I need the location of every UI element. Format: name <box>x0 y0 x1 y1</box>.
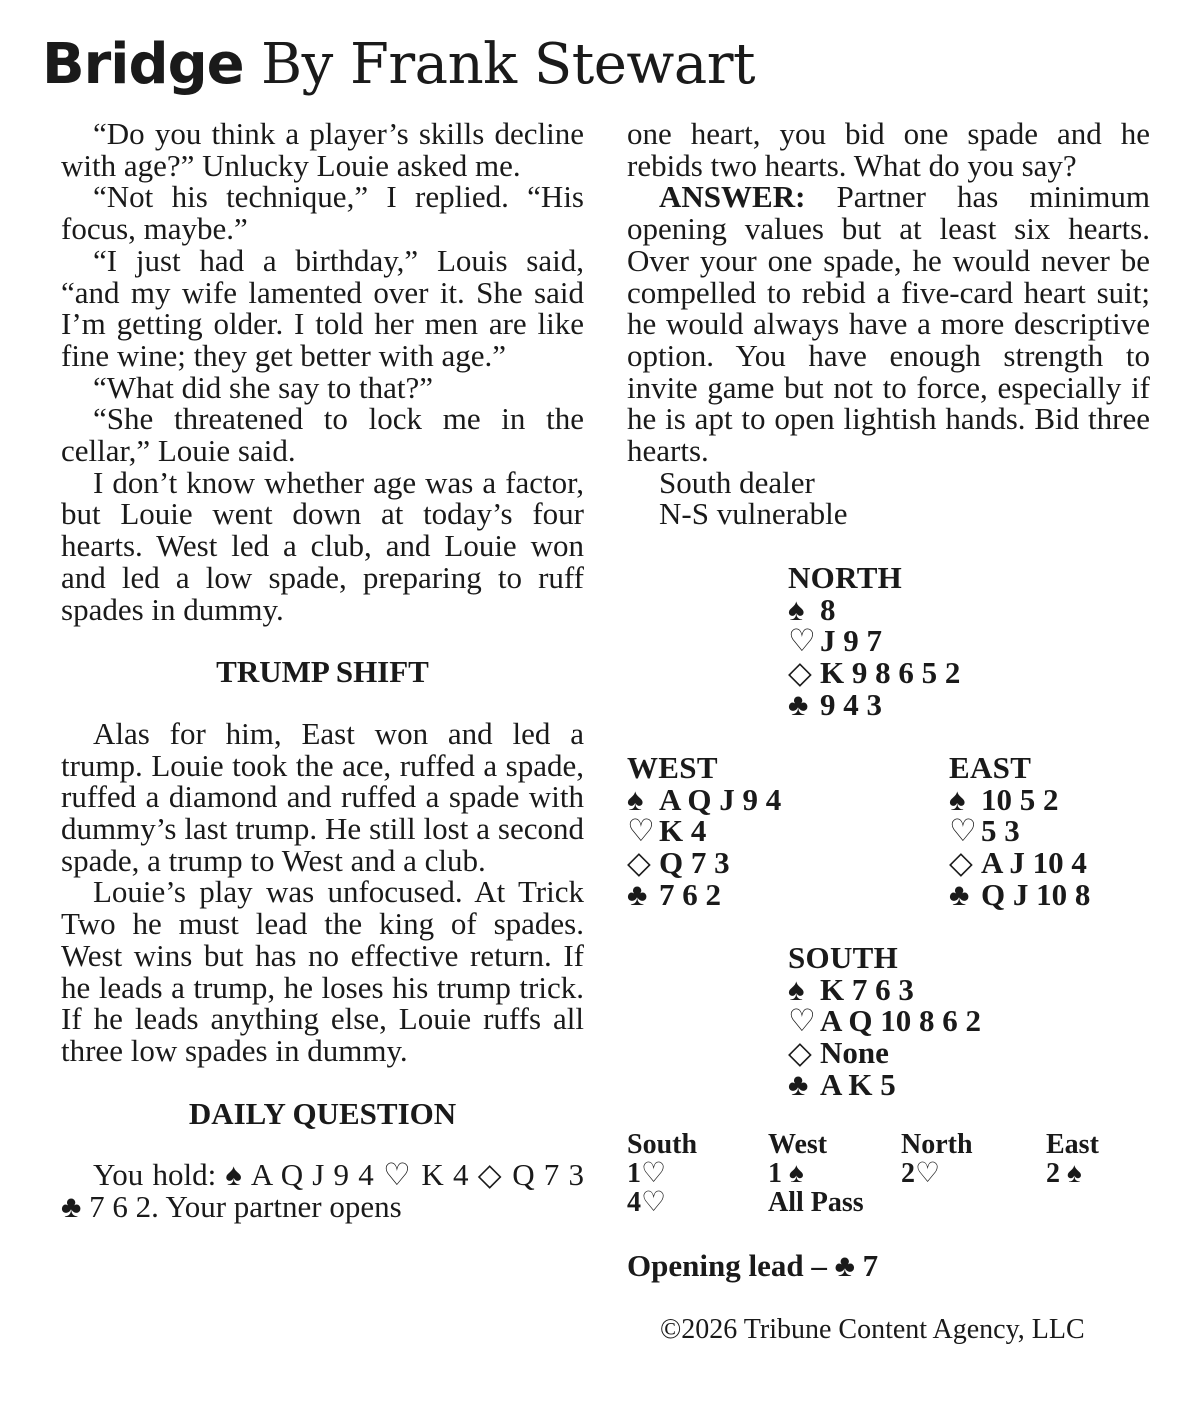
title-byline: By Frank Stewart <box>260 32 755 97</box>
south-hearts: A Q 10 8 6 2 <box>820 1003 982 1039</box>
paragraph: “Do you think a player’s skills decline with age?” Unlucky Louie asked me. <box>61 116 584 183</box>
section-heading-daily-question: DAILY QUESTION <box>188 1095 457 1131</box>
bid-cell: 1♡ <box>627 1158 667 1189</box>
paragraph: “What did she say to that?” <box>93 369 434 405</box>
left-column <box>61 118 584 1223</box>
dealer-line: South dealer <box>659 464 815 500</box>
paragraph: “I just had a birthday,” Louis said, “and my wife lamented over it. She said I’m getting older. I told her men are like fine wine; they get better with age.” <box>61 242 584 373</box>
answer-paragraph <box>627 179 1150 469</box>
bid-cell: 2♡ <box>901 1158 941 1189</box>
spade-icon: ♠ <box>627 781 644 817</box>
opening-lead: Opening lead – ♣ 7 <box>627 1248 879 1283</box>
heart-icon: ♡ <box>788 1003 816 1039</box>
spade-icon: ♠ <box>788 591 805 627</box>
west-label: WEST <box>627 750 718 785</box>
west-clubs: 7 6 2 <box>659 876 721 912</box>
bidding-column-south <box>627 1130 697 1217</box>
west-diamonds: Q 7 3 <box>659 845 730 881</box>
east-hearts: 5 3 <box>981 813 1020 849</box>
copyright-notice: ©2026 Tribune Content Agency, LLC <box>660 1314 1085 1345</box>
diamond-icon: ◇ <box>788 655 812 691</box>
section-heading-trump-shift: TRUMP SHIFT <box>216 654 429 690</box>
right-column <box>627 118 1150 530</box>
south-label: SOUTH <box>788 940 899 975</box>
spade-icon: ♠ <box>788 971 805 1007</box>
answer-label: ANSWER: <box>659 179 806 215</box>
club-icon: ♣ <box>788 686 809 722</box>
daily-question-text: You hold: ♠ A Q J 9 4 ♡ K 4 ◇ Q 7 3 ♣ 7 6 2. Your partner opens <box>61 1157 584 1225</box>
bid-cell: All Pass <box>768 1187 864 1218</box>
bid-cell: 1 ♠ <box>768 1158 804 1189</box>
bidding-column-north <box>901 1130 973 1188</box>
bidding-column-east <box>1046 1130 1099 1188</box>
east-diamonds: A J 10 4 <box>981 845 1087 881</box>
heart-icon: ♡ <box>949 813 977 849</box>
column-title <box>42 30 755 100</box>
bid-header: East <box>1046 1129 1099 1160</box>
spade-icon: ♠ <box>949 781 966 817</box>
daily-question-continuation: one heart, you bid one spade and he rebids two hearts. What do you say? <box>627 116 1150 183</box>
club-icon: ♣ <box>788 1066 809 1102</box>
south-diamonds: None <box>820 1035 889 1071</box>
club-icon: ♣ <box>949 876 970 912</box>
east-hand <box>949 752 1090 911</box>
east-label: EAST <box>949 750 1032 785</box>
north-label: NORTH <box>788 560 903 595</box>
south-clubs: A K 5 <box>820 1066 896 1102</box>
heart-icon: ♡ <box>627 813 655 849</box>
south-hand <box>788 942 981 1101</box>
vulnerability-line: N-S vulnerable <box>659 496 848 532</box>
diamond-icon: ◇ <box>949 845 973 881</box>
paragraph: I don’t know whether age was a factor, but Louie went down at today’s four hearts. West led a club, and Louie won and led a low spade, preparing to ruff spades in dummy. <box>61 464 584 627</box>
bid-header: West <box>768 1129 828 1160</box>
heart-icon: ♡ <box>788 623 816 659</box>
answer-text: Partner has minimum opening values but at least six hearts. Over your one spade, he would never be compelled to rebid a five-card heart suit; he would always have a more descriptive option. You have enough strength to invite game but not to force, especially if he is apt to open lightish hands. Bid three hearts. <box>627 179 1150 469</box>
west-hand <box>627 752 781 911</box>
paragraph: Alas for him, East won and led a trump. Louie took the ace, ruffed a spade, ruffed a diamond and ruffed a spade with dummy’s last trump. He still lost a second spade, a trump to West and a club. <box>61 715 584 878</box>
east-spades: 10 5 2 <box>981 781 1059 817</box>
paragraph: “She threatened to lock me in the cellar,” Louie said. <box>61 401 584 469</box>
title-bridge: Bridge <box>42 32 244 97</box>
north-hearts: J 9 7 <box>820 623 882 659</box>
north-spades: 8 <box>820 591 836 627</box>
north-clubs: 9 4 3 <box>820 686 882 722</box>
bid-cell: 4♡ <box>627 1187 667 1218</box>
bid-header: North <box>901 1129 973 1160</box>
bid-cell: 2 ♠ <box>1046 1158 1082 1189</box>
bidding-column-west <box>768 1130 864 1217</box>
south-spades: K 7 6 3 <box>820 971 914 1007</box>
paragraph: “Not his technique,” I replied. “His focus, maybe.” <box>61 179 584 247</box>
north-diamonds: K 9 8 6 5 2 <box>820 655 961 691</box>
west-hearts: K 4 <box>659 813 707 849</box>
club-icon: ♣ <box>627 876 648 912</box>
north-hand <box>788 562 960 721</box>
east-clubs: Q J 10 8 <box>981 876 1091 912</box>
bid-header: South <box>627 1129 698 1160</box>
diamond-icon: ◇ <box>627 845 651 881</box>
west-spades: A Q J 9 4 <box>659 781 782 817</box>
paragraph: Louie’s play was unfocused. At Trick Two he must lead the king of spades. West wins but has no effective return. If he leads a trump, he loses his trump trick. If he leads anything else, Louie ruffs all three low spades in dummy. <box>61 874 584 1068</box>
diamond-icon: ◇ <box>788 1035 812 1071</box>
